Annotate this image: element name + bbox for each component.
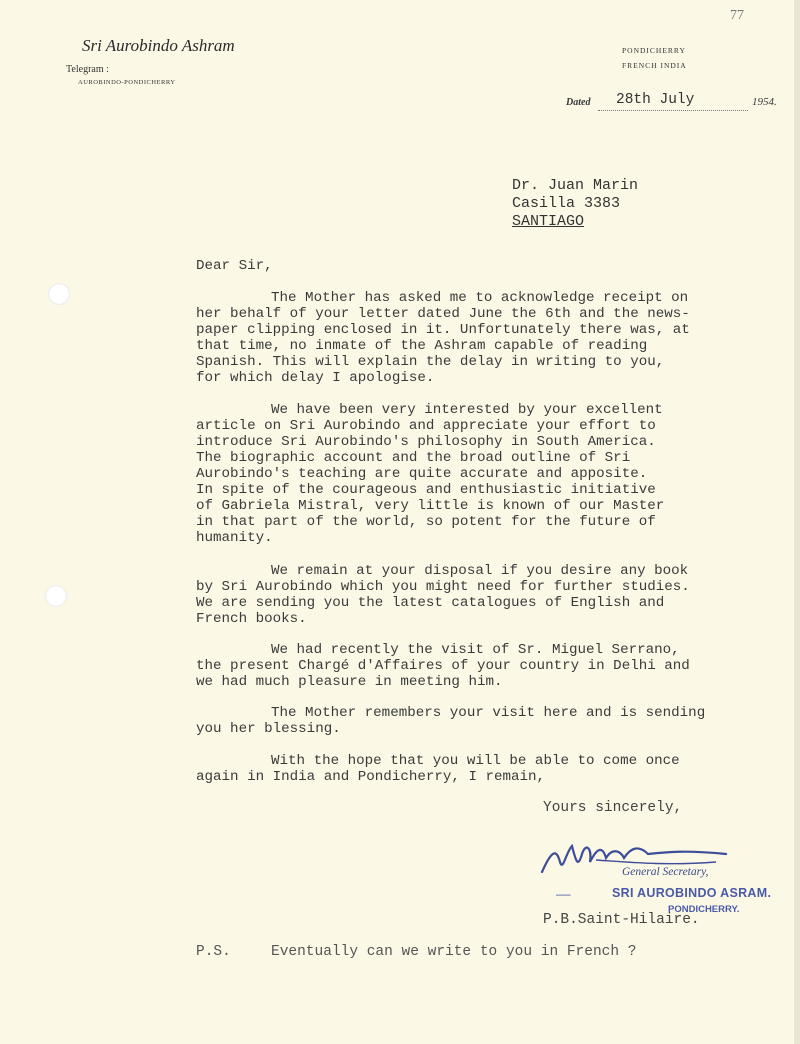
paragraph-line: The Mother remembers your visit here and is sending	[271, 705, 706, 721]
dated-label: Dated	[566, 97, 591, 108]
paragraph-line: article on Sri Aurobindo and appreciate your effort to	[196, 418, 656, 434]
paragraph-line: With the hope that you will be able to come once	[271, 753, 680, 769]
paragraph-line: for which delay I apologise.	[196, 370, 435, 386]
salutation: Dear Sir,	[196, 258, 273, 274]
stamp-dash: ——	[556, 888, 571, 902]
page-edge	[794, 0, 800, 1044]
paragraph-line: that time, no inmate of the Ashram capable of reading	[196, 338, 648, 354]
telegram-label: Telegram :	[66, 64, 109, 75]
paragraph-line: In spite of the courageous and enthusiastic initiative	[196, 482, 656, 498]
paragraph-line: humanity.	[196, 530, 273, 546]
postscript-label: P.S.	[196, 944, 231, 960]
punch-hole-bottom	[45, 585, 67, 607]
paragraph-line: of Gabriela Mistral, very little is known of our Master	[196, 498, 665, 514]
paragraph-line: by Sri Aurobindo which you might need for further studies.	[196, 579, 690, 595]
paragraph-line: The Mother has asked me to acknowledge receipt on	[271, 290, 689, 306]
punch-hole-top	[48, 283, 70, 305]
paragraph-line: the present Chargé d'Affaires of your country in Delhi and	[196, 658, 690, 674]
paragraph-line: in that part of the world, so potent for the future of	[196, 514, 656, 530]
dated-year: 1954.	[752, 96, 777, 108]
paragraph-line: We had recently the visit of Sr. Miguel Serrano,	[271, 642, 680, 658]
letterhead-name: Sri Aurobindo Ashram	[82, 36, 235, 55]
closing: Yours sincerely,	[543, 800, 683, 816]
stamp-line-1: SRI AUROBINDO ASRAM.	[612, 886, 772, 900]
paragraph-line: you her blessing.	[196, 721, 341, 737]
paragraph-line: French books.	[196, 611, 307, 627]
paragraph-line: introduce Sri Aurobindo's philosophy in South America.	[196, 434, 656, 450]
dated-dotted-line	[598, 110, 748, 111]
signer-name: P.B.Saint-Hilaire.	[543, 912, 700, 928]
paragraph-line: again in India and Pondicherry, I remain,	[196, 769, 546, 785]
paragraph-line: We remain at your disposal if you desire any book	[271, 563, 689, 579]
telegram-address: AUROBINDO-PONDICHERRY	[78, 79, 176, 86]
paragraph-line: Aurobindo's teaching are quite accurate and apposite.	[196, 466, 648, 482]
corner-mark: 77	[730, 8, 744, 23]
paragraph-line: Spanish. This will explain the delay in writing to you,	[196, 354, 665, 370]
place-line-1: PONDICHERRY	[622, 46, 686, 55]
recipient-line-3: SANTIAGO	[512, 213, 585, 230]
secretary-title: General Secretary,	[622, 866, 709, 878]
stamp-line-2: PONDICHERRY.	[668, 904, 740, 915]
paragraph-line: We are sending you the latest catalogues of English and	[196, 595, 665, 611]
paragraph-line: her behalf of your letter dated June the 6th and the news-	[196, 306, 690, 322]
paragraph-line: We have been very interested by your excellent	[271, 402, 663, 418]
postscript-text: Eventually can we write to you in French ?	[271, 944, 637, 960]
paragraph-line: we had much pleasure in meeting him.	[196, 674, 503, 690]
paragraph-line: The biographic account and the broad outline of Sri	[196, 450, 631, 466]
place-line-2: FRENCH INDIA	[622, 61, 687, 70]
paragraph-line: paper clipping enclosed in it. Unfortunately there was, at	[196, 322, 690, 338]
recipient-line-2: Casilla 3383	[512, 195, 621, 212]
recipient-line-1: Dr. Juan Marin	[512, 177, 639, 194]
dated-value: 28th July	[616, 92, 695, 108]
